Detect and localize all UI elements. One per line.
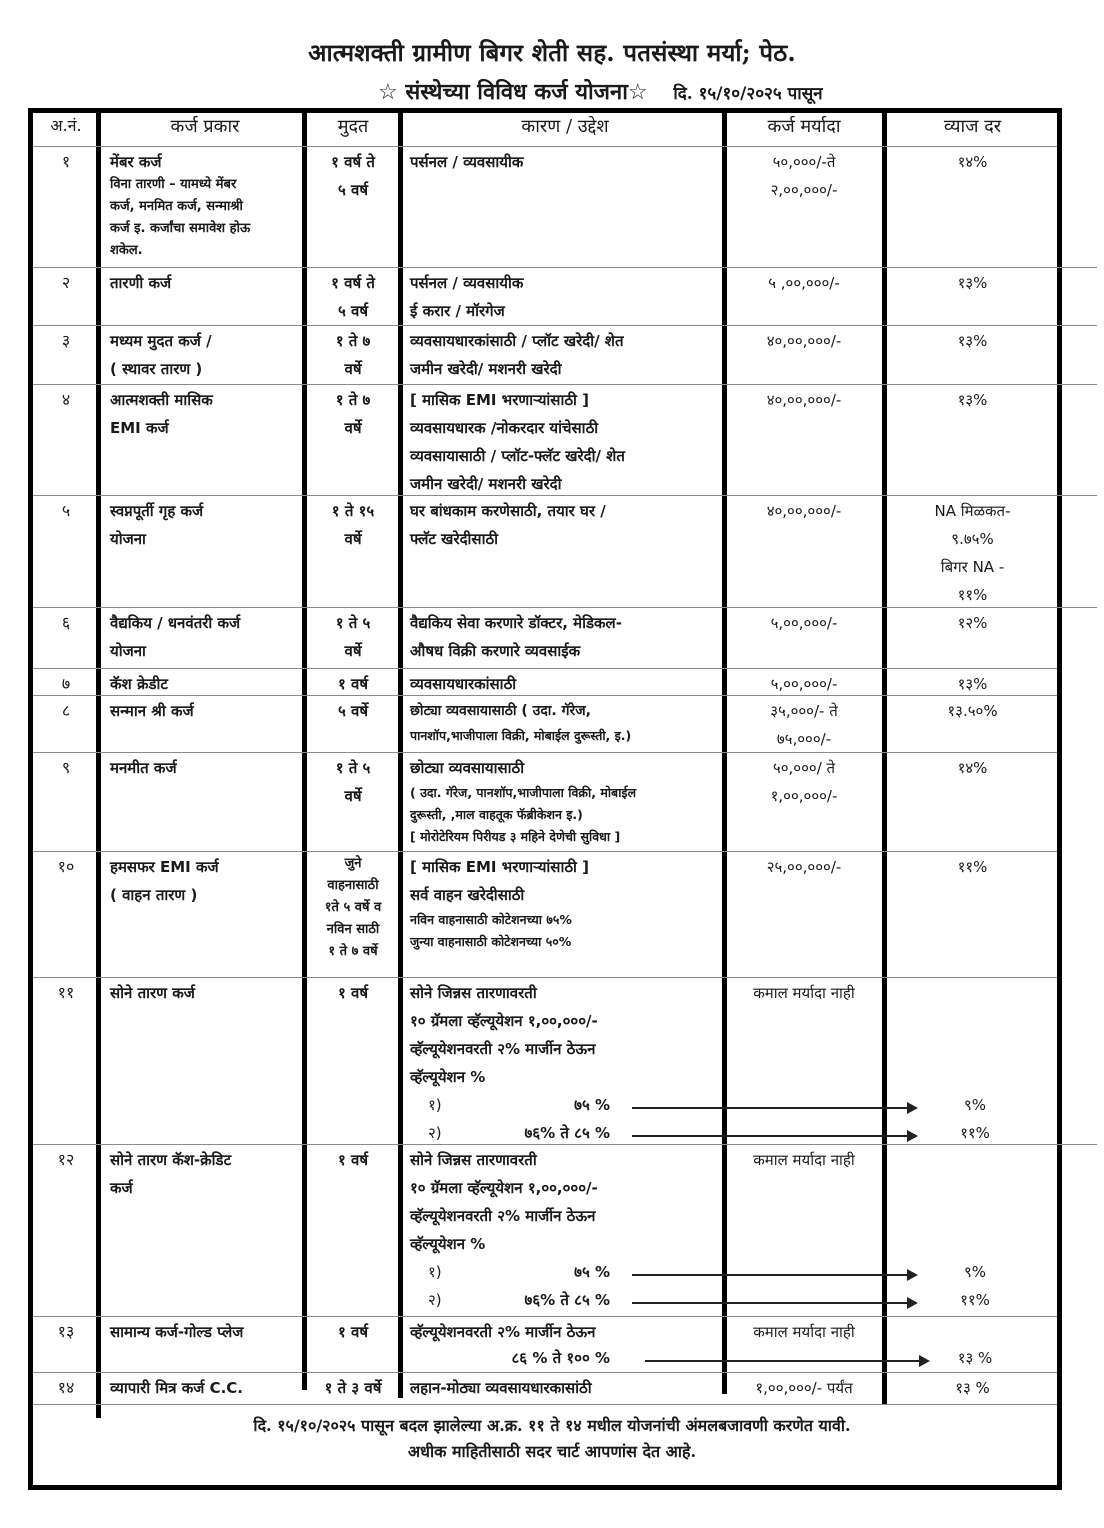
loan-purpose bbox=[410, 697, 720, 747]
loan-purpose bbox=[410, 386, 720, 498]
row-divider bbox=[33, 384, 1097, 385]
interest-rate bbox=[890, 853, 1055, 881]
loan-type bbox=[110, 979, 300, 1007]
loan-term-line: वर्षे bbox=[344, 787, 362, 805]
loan-purpose-line: जुन्या वाहनासाठी कोटेशनच्या ५०% bbox=[410, 934, 572, 949]
loan-purpose-line: व्यवसायासाठी / प्लॉट-फ्लॅट खरेदी/ शेत bbox=[410, 447, 625, 465]
loan-type-note-line: विना तारणी – यामध्ये मेंबर bbox=[110, 177, 237, 192]
loan-type-line: आत्मशक्ती मासिक bbox=[110, 391, 213, 409]
loan-purpose-line: छोट्या व्यवसायासाठी bbox=[410, 759, 525, 777]
effective-date: दि. १५/१०/२०२५ पासून bbox=[673, 84, 823, 104]
row-serial-number: ८ bbox=[61, 701, 71, 720]
loan-type-note-line: कर्ज इ. कर्जांचा समावेश होऊ bbox=[110, 221, 251, 236]
interest-rate bbox=[890, 148, 1055, 176]
loan-term bbox=[308, 269, 398, 325]
row-serial-number: ५ bbox=[61, 501, 71, 520]
loan-purpose bbox=[410, 1318, 720, 1346]
loan-term-line: १ ते ७ वर्षे bbox=[328, 944, 378, 959]
loan-purpose-line: व्हॅल्यूयेशनवरती २% मार्जीन ठेऊन bbox=[410, 1040, 596, 1058]
loan-term-line: वर्षे bbox=[344, 360, 362, 378]
loan-term-line: १ वर्ष bbox=[337, 984, 369, 1002]
loan-purpose bbox=[410, 1146, 720, 1258]
loan-term bbox=[308, 1374, 398, 1402]
row-serial-number: ४ bbox=[61, 390, 71, 409]
loan-type-line: योजना bbox=[110, 530, 146, 548]
loan-term-line: वाहनासाठी bbox=[327, 878, 379, 893]
row-serial-number: १० bbox=[57, 857, 75, 876]
loan-limit bbox=[728, 497, 880, 525]
loan-purpose-line: ई करार / मॉरगेज bbox=[410, 302, 505, 320]
tier-interest-rate: ९% bbox=[963, 1096, 987, 1114]
interest-rate bbox=[890, 386, 1055, 414]
row-divider bbox=[33, 1316, 1057, 1317]
loan-limit-line: कमाल मर्यादा नाही bbox=[753, 1323, 855, 1341]
loan-type bbox=[110, 327, 300, 383]
loan-limit-line: ७५,०००/- bbox=[776, 730, 832, 748]
column-divider bbox=[398, 108, 403, 1398]
loan-term bbox=[308, 327, 398, 383]
loan-limit bbox=[728, 609, 880, 637]
loan-purpose bbox=[410, 609, 720, 665]
row-serial-number: ७ bbox=[61, 674, 71, 693]
col-header-term: मुदत bbox=[337, 116, 369, 137]
loan-type bbox=[110, 148, 300, 176]
interest-rate-line: ११% bbox=[957, 586, 988, 604]
loan-limit bbox=[728, 979, 880, 1007]
loan-purpose bbox=[410, 979, 720, 1091]
interest-rate-line: १३% bbox=[957, 675, 988, 693]
loan-term-line: नविन साठी bbox=[326, 922, 380, 937]
loan-type-note bbox=[110, 174, 300, 262]
loan-type-line: सामान्य कर्ज-गोल्ड प्लेज bbox=[110, 1323, 244, 1341]
interest-rate bbox=[890, 1374, 1055, 1402]
interest-rate-line: ९.७५% bbox=[951, 530, 994, 548]
tier-index: १) bbox=[428, 1096, 442, 1114]
loan-type bbox=[110, 1318, 300, 1346]
loan-purpose-line: व्हॅल्यूयेशन % bbox=[410, 1235, 486, 1253]
loan-term bbox=[308, 754, 398, 810]
loan-purpose-line: जमीन खरेदी/ मशनरी खरेदी bbox=[410, 360, 562, 378]
loan-type-line: मेंबर कर्ज bbox=[110, 153, 162, 171]
loan-purpose-line: [ मोरोटेरियम पिरीयड ३ महिने देणेची सुविधा ] bbox=[410, 829, 621, 844]
loan-purpose-line: सोने जिन्नस तारणावरती bbox=[410, 984, 537, 1002]
row-serial-number: ९ bbox=[61, 758, 71, 777]
loan-limit-line: ५,००,०००/- bbox=[770, 614, 838, 632]
tier-valuation: ७५ % bbox=[574, 1263, 610, 1281]
loan-limit-line: १,००,०००/- पर्यंत bbox=[755, 1379, 853, 1397]
loan-purpose-line: छोट्या व्यवसायासाठी ( उदा. गॅरेज, bbox=[410, 703, 591, 719]
loan-type bbox=[110, 269, 300, 297]
loan-purpose-line: औषध विक्री करणारे व्यवसाईक bbox=[410, 642, 581, 660]
row-serial-number: २ bbox=[61, 273, 71, 292]
loan-purpose bbox=[410, 1374, 720, 1402]
loan-purpose-line: ( उदा. गॅरेज, पानशॉप,भाजीपाला विक्री, मोबाईल bbox=[410, 785, 637, 800]
tier-valuation: ७६% ते ८५ % bbox=[524, 1291, 610, 1309]
interest-rate-line: १३ % bbox=[955, 1379, 990, 1397]
loan-limit bbox=[728, 1318, 880, 1346]
loan-type-line: ( वाहन तारण ) bbox=[110, 886, 198, 904]
col-header-serial: अ.नं. bbox=[50, 116, 82, 135]
loan-purpose bbox=[410, 853, 720, 953]
loan-type-line: तारणी कर्ज bbox=[110, 274, 172, 292]
loan-term-line: वर्षे bbox=[344, 419, 362, 437]
loan-term bbox=[308, 670, 398, 698]
arrow-right-icon bbox=[645, 1360, 920, 1362]
loan-term bbox=[308, 1318, 398, 1346]
row-divider bbox=[33, 325, 1097, 326]
loan-limit-line: ३५,०००/- ते bbox=[770, 702, 838, 720]
interest-rate bbox=[890, 609, 1055, 637]
loan-limit bbox=[728, 148, 880, 204]
tier-index: २) bbox=[428, 1124, 442, 1142]
interest-rate-line: १४% bbox=[957, 759, 988, 777]
loan-type-line: स्वप्नपूर्ती गृह कर्ज bbox=[110, 502, 204, 520]
loan-type bbox=[110, 1146, 300, 1202]
loan-purpose-line: १० ग्रॅमला व्हॅल्यूयेशन १,००,०००/- bbox=[410, 1179, 598, 1197]
loan-type-line: EMI कर्ज bbox=[110, 419, 169, 437]
loan-limit bbox=[728, 269, 880, 297]
loan-term-line: १ ते ७ bbox=[335, 391, 371, 409]
arrow-right-icon bbox=[632, 1135, 908, 1137]
interest-rate-line: १३% bbox=[957, 391, 988, 409]
loan-term-line: वर्षे bbox=[344, 530, 362, 548]
loan-purpose-line: व्हॅल्यूयेशन % bbox=[410, 1068, 486, 1086]
loan-purpose-line: [ मासिक EMI भरणाऱ्यांसाठी ] bbox=[410, 858, 590, 876]
loan-term bbox=[308, 853, 398, 963]
tier-interest-rate: १३ % bbox=[957, 1349, 993, 1367]
loan-term-line: १ ते ७ bbox=[335, 332, 371, 350]
col-header-interest-rate: व्याज दर bbox=[943, 116, 1002, 137]
loan-type bbox=[110, 1374, 300, 1402]
loan-term-line: १ वर्ष ते bbox=[331, 274, 375, 292]
loan-term-line: १ते ५ वर्षे व bbox=[324, 900, 382, 915]
loan-term bbox=[308, 386, 398, 442]
loan-term-line: १ वर्ष ते bbox=[331, 153, 375, 171]
column-divider bbox=[302, 108, 307, 1390]
loan-type bbox=[110, 853, 300, 909]
col-header-loan-limit: कर्ज मर्यादा bbox=[767, 116, 841, 137]
loan-limit-line: २,००,०००/- bbox=[770, 181, 838, 199]
loan-type-line: वैद्यकिय / धनवंतरी कर्ज bbox=[110, 614, 241, 632]
row-divider bbox=[33, 851, 1057, 852]
loan-term-line: ५ वर्षे bbox=[337, 702, 369, 720]
organization-title: आत्मशक्ती ग्रामीण बिगर शेती सह. पतसंस्था मर्या; पेठ. bbox=[308, 38, 796, 67]
loan-term-line: ५ वर्ष bbox=[337, 302, 369, 320]
tier-index: २) bbox=[428, 1291, 442, 1309]
tier-interest-rate: ९% bbox=[963, 1263, 987, 1281]
row-divider bbox=[33, 977, 1057, 978]
loan-limit-line: २५,००,०००/- bbox=[766, 858, 842, 876]
tier-valuation: ७५ % bbox=[574, 1096, 610, 1114]
loan-limit-line: १,००,०००/- bbox=[770, 787, 838, 805]
loan-purpose-line: सर्व वाहन खरेदीसाठी bbox=[410, 886, 525, 904]
loan-purpose-line: व्हॅल्यूयेशनवरती २% मार्जीन ठेऊन bbox=[410, 1323, 596, 1341]
loan-purpose-line: नविन वाहनासाठी कोटेशनच्या ७५% bbox=[410, 912, 572, 927]
loan-term-line: १ वर्ष bbox=[337, 1151, 369, 1169]
loan-term-line: वर्षे bbox=[344, 642, 362, 660]
arrow-right-icon bbox=[632, 1302, 908, 1304]
loan-type bbox=[110, 754, 300, 782]
loan-purpose-line: व्यवसायधारकांसाठी bbox=[410, 675, 517, 693]
loan-purpose bbox=[410, 670, 720, 698]
interest-rate-line: बिगर NA - bbox=[940, 558, 1005, 576]
loan-purpose-line: व्यवसायधारक /नोकरदार यांचेसाठी bbox=[410, 419, 599, 437]
interest-rate bbox=[890, 327, 1055, 355]
interest-rate bbox=[890, 697, 1055, 725]
loan-limit-line: ४०,००,०००/- bbox=[766, 391, 842, 409]
loan-type bbox=[110, 670, 300, 698]
loan-limit-line: ४०,००,०००/- bbox=[766, 502, 842, 520]
loan-purpose-line: १० ग्रॅमला व्हॅल्यूयेशन १,००,०००/- bbox=[410, 1012, 598, 1030]
footer-note-implementation: दि. १५/१०/२०२५ पासून बदल झालेल्या अ.क्र. ११ ते १४ मधील योजनांची अंमलबजावणी करणेत यावी. bbox=[253, 1416, 851, 1435]
loan-term bbox=[308, 697, 398, 725]
loan-purpose bbox=[410, 327, 720, 383]
row-serial-number: १४ bbox=[57, 1378, 75, 1397]
row-serial-number: ११ bbox=[57, 983, 75, 1002]
loan-type bbox=[110, 609, 300, 665]
interest-rate bbox=[890, 497, 1055, 609]
loan-purpose-line: दुरूस्ती, ,माल वाहतूक फॅब्रीकेशन इ.) bbox=[410, 807, 583, 822]
loan-term bbox=[308, 609, 398, 665]
interest-rate-line: NA मिळकत- bbox=[934, 502, 1011, 520]
loan-term-line: १ ते १५ bbox=[331, 502, 375, 520]
loan-purpose bbox=[410, 497, 720, 553]
loan-term bbox=[308, 1146, 398, 1174]
loan-purpose-line: फ्लॅट खरेदीसाठी bbox=[410, 530, 499, 548]
loan-term bbox=[308, 497, 398, 553]
loan-purpose-line: [ मासिक EMI भरणाऱ्यांसाठी ] bbox=[410, 391, 590, 409]
column-divider bbox=[722, 108, 727, 1394]
tier-valuation: ८६ % ते १०० % bbox=[511, 1349, 610, 1367]
row-serial-number: ३ bbox=[61, 331, 71, 350]
row-serial-number: १२ bbox=[57, 1150, 75, 1169]
loan-limit-line: ५०,०००/-ते bbox=[772, 153, 836, 171]
loan-term bbox=[308, 148, 398, 204]
loan-term-line: ५ वर्ष bbox=[337, 181, 369, 199]
star-icon: ☆ bbox=[627, 80, 648, 105]
interest-rate-line: १३% bbox=[957, 274, 988, 292]
loan-limit bbox=[728, 670, 880, 698]
loan-term-line: १ वर्ष bbox=[337, 1323, 369, 1341]
schemes-subtitle: संस्थेच्या विविध कर्ज योजना bbox=[405, 79, 628, 105]
interest-rate bbox=[890, 754, 1055, 782]
loan-type bbox=[110, 697, 300, 725]
loan-limit bbox=[728, 1374, 880, 1402]
col-header-purpose: कारण / उद्देश bbox=[521, 116, 609, 137]
loan-limit bbox=[728, 327, 880, 355]
loan-limit-line: कमाल मर्यादा नाही bbox=[753, 984, 855, 1002]
loan-limit-line: ५ ,००,०००/- bbox=[768, 274, 840, 292]
loan-type-note-line: कर्ज, मनमित कर्ज, सन्माश्री bbox=[110, 199, 243, 214]
loan-type-line: मध्यम मुदत कर्ज / bbox=[110, 332, 212, 350]
loan-purpose-line: घर बांधकाम करणेसाठी, तयार घर / bbox=[410, 502, 606, 520]
loan-type-line: कर्ज bbox=[110, 1179, 133, 1197]
subtitle-line bbox=[378, 76, 823, 106]
loan-limit-line: कमाल मर्यादा नाही bbox=[753, 1151, 855, 1169]
loan-purpose-line: लहान-मोठ्या व्यवसायधारकासांठी bbox=[410, 1379, 592, 1397]
tier-interest-rate: ११% bbox=[960, 1124, 990, 1142]
row-divider bbox=[33, 267, 1097, 268]
row-divider bbox=[33, 1404, 1057, 1405]
loan-type bbox=[110, 386, 300, 442]
loan-purpose-line: वैद्यकिय सेवा करणारे डॉक्टर, मेडिकल- bbox=[410, 614, 622, 632]
tier-valuation: ७६% ते ८५ % bbox=[524, 1124, 610, 1142]
row-divider bbox=[33, 752, 1057, 753]
column-divider bbox=[96, 108, 101, 1418]
loan-purpose-line: व्यवसायधारकांसाठी / प्लॉट खरेदी/ शेत bbox=[410, 332, 624, 350]
row-divider bbox=[33, 668, 1057, 669]
loan-purpose-line: पर्सनल / व्यवसायीक bbox=[410, 274, 524, 292]
loan-type-line: योजना bbox=[110, 642, 146, 660]
loan-limit bbox=[728, 1146, 880, 1174]
interest-rate bbox=[890, 670, 1055, 698]
loan-purpose bbox=[410, 754, 720, 848]
loan-type-line: सोने तारण कॅश-क्रेडिट bbox=[110, 1151, 232, 1169]
row-serial-number: १३ bbox=[57, 1322, 75, 1341]
loan-purpose-line: पानशॉप,भाजीपाला विक्री, मोबाईल दुरूस्ती, इ.) bbox=[410, 728, 632, 743]
loan-limit-line: ५,००,०००/- bbox=[770, 675, 838, 693]
loan-type-line: ( स्थावर तारण ) bbox=[110, 360, 203, 378]
interest-rate bbox=[890, 269, 1055, 297]
loan-limit bbox=[728, 386, 880, 414]
loan-limit-line: ५०,०००/ ते bbox=[772, 759, 836, 777]
loan-purpose-line: जमीन खरेदी/ मशनरी खरेदी bbox=[410, 475, 562, 493]
loan-limit-line: ४०,००,०००/- bbox=[766, 332, 842, 350]
arrow-right-icon bbox=[632, 1274, 908, 1276]
loan-type-line: कॅश क्रेडीट bbox=[110, 675, 168, 693]
loan-term bbox=[308, 979, 398, 1007]
loan-type-line: सोने तारण कर्ज bbox=[110, 984, 195, 1002]
row-divider bbox=[33, 146, 1057, 147]
arrow-right-icon bbox=[632, 1107, 908, 1109]
loan-term-line: १ ते ३ वर्षे bbox=[324, 1379, 382, 1397]
loan-type-note-line: शकेल. bbox=[110, 243, 143, 258]
loan-term-line: १ ते ५ bbox=[335, 614, 371, 632]
loan-limit bbox=[728, 754, 880, 810]
loan-purpose-line: सोने जिन्नस तारणावरती bbox=[410, 1151, 537, 1169]
row-serial-number: ६ bbox=[61, 613, 71, 632]
interest-rate-line: ११% bbox=[957, 858, 988, 876]
loan-limit bbox=[728, 853, 880, 881]
row-serial-number: १ bbox=[61, 152, 71, 171]
interest-rate-line: १२% bbox=[957, 614, 988, 632]
loan-type-line: मनमीत कर्ज bbox=[110, 759, 177, 777]
loan-term-line: १ वर्ष bbox=[337, 675, 369, 693]
loan-purpose-line: पर्सनल / व्यवसायीक bbox=[410, 153, 524, 171]
loan-term-line: जुने bbox=[344, 856, 362, 871]
star-icon: ☆ bbox=[378, 80, 398, 105]
footer-note-information: अधीक माहितीसाठी सदर चार्ट आपणांस देत आहे. bbox=[407, 1442, 697, 1461]
loan-term-line: १ ते ५ bbox=[335, 759, 371, 777]
loan-type-line: व्यापारी मित्र कर्ज C.C. bbox=[110, 1379, 244, 1397]
loan-purpose bbox=[410, 148, 720, 176]
loan-type bbox=[110, 497, 300, 553]
loan-type-line: सन्मान श्री कर्ज bbox=[110, 702, 194, 720]
tier-interest-rate: ११% bbox=[960, 1291, 990, 1309]
loan-purpose bbox=[410, 269, 720, 325]
col-header-loan-type: कर्ज प्रकार bbox=[170, 116, 240, 137]
interest-rate-line: १३.५०% bbox=[947, 702, 998, 720]
tier-index: १) bbox=[428, 1263, 442, 1281]
interest-rate-line: १३% bbox=[957, 332, 988, 350]
loan-limit bbox=[728, 697, 880, 753]
row-divider bbox=[33, 1372, 1057, 1373]
loan-purpose-line: व्हॅल्यूयेशनवरती २% मार्जीन ठेऊन bbox=[410, 1207, 596, 1225]
interest-rate-line: १४% bbox=[957, 153, 988, 171]
column-divider bbox=[882, 108, 887, 1404]
loan-type-line: हमसफर EMI कर्ज bbox=[110, 858, 219, 876]
